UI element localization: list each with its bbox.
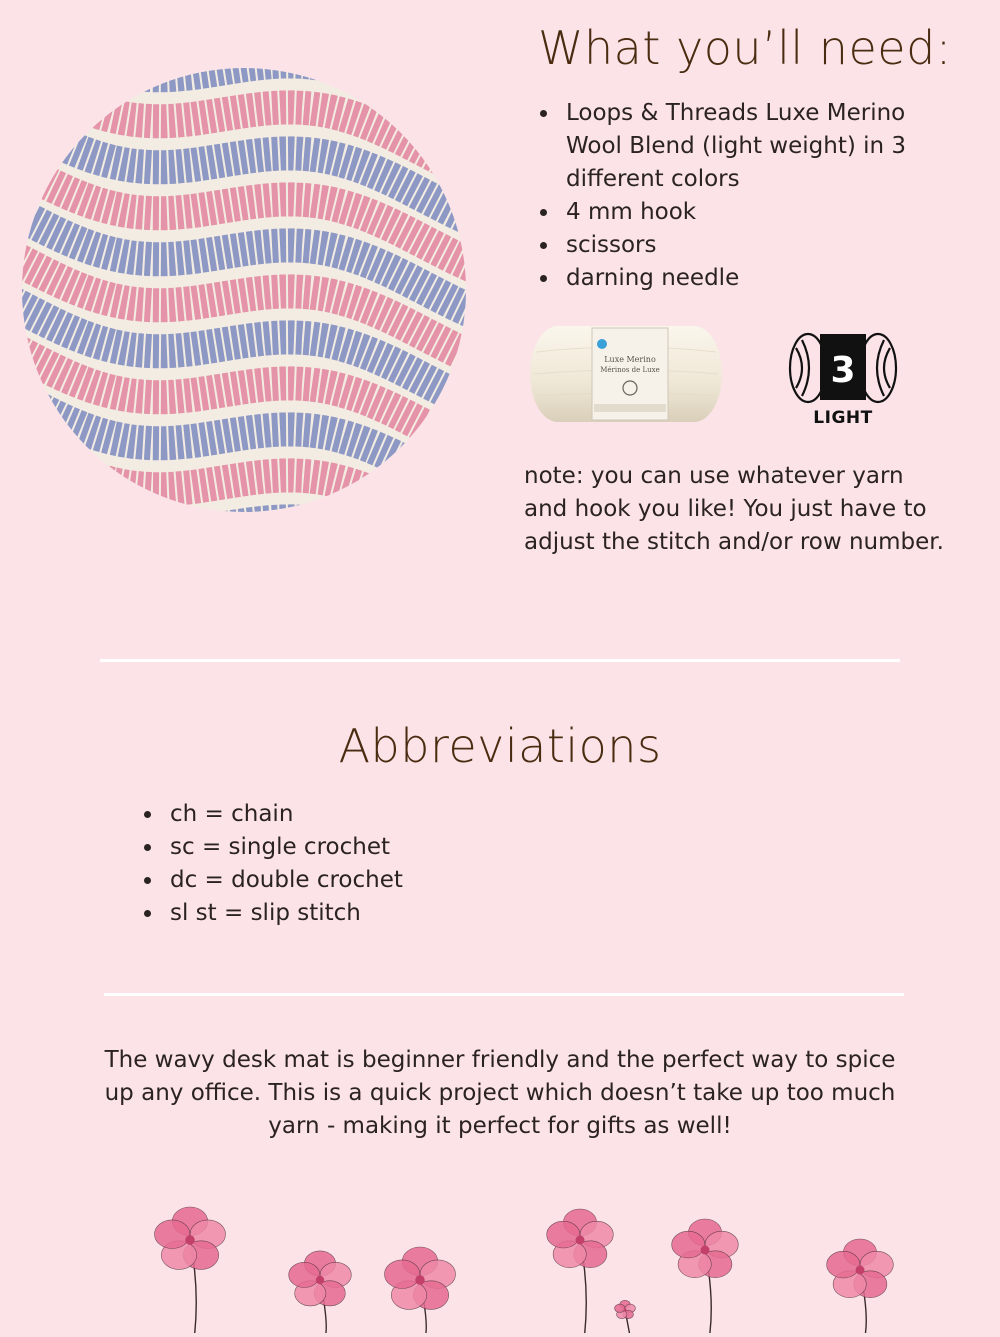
flowers-illustration	[100, 1200, 920, 1333]
intro-paragraph: The wavy desk mat is beginner friendly and the perfect way to spice up any office. This is a quick project which doesn’t take up too much yarn - making it perfect for gifts as well!	[104, 1047, 896, 1139]
supply-item-needle: darning needle	[536, 262, 936, 295]
divider	[104, 993, 904, 996]
what-you-need-heading: What you’ll need:	[538, 21, 952, 75]
abbreviation-sc: sc = single crochet	[140, 831, 640, 864]
yarn-note: note: you can use whatever yarn and hook you like! You just have to adjust the stitch and/or row number.	[524, 463, 944, 555]
yarn-label-line2: Mérinos de Luxe	[600, 366, 660, 374]
divider	[100, 659, 900, 662]
flower	[827, 1239, 894, 1333]
weight-number: 3	[830, 350, 856, 391]
abbreviation-dc: dc = double crochet	[140, 864, 640, 897]
crochet-swatch-image	[22, 68, 466, 512]
flower	[155, 1207, 226, 1333]
abbreviation-ch: ch = chain	[140, 798, 640, 831]
weight-label: LIGHT	[813, 408, 873, 428]
supply-item-hook: 4 mm hook	[536, 196, 936, 229]
yarn-skein-image	[528, 322, 724, 426]
abbreviations-heading: Abbreviations	[338, 719, 662, 773]
flower	[672, 1219, 739, 1333]
yarn-label-line1: Luxe Merino	[604, 355, 656, 364]
supplies-list	[536, 97, 936, 295]
supply-item-yarn: Loops & Threads Luxe Merino Wool Blend (light weight) in 3 different colors	[536, 97, 936, 196]
flower	[615, 1300, 636, 1333]
abbreviations-list	[140, 798, 640, 930]
flower	[289, 1251, 352, 1333]
abbreviation-sl-st: sl st = slip stitch	[140, 897, 640, 930]
supply-item-scissors: scissors	[536, 229, 936, 262]
flower	[547, 1209, 614, 1333]
flower	[385, 1247, 456, 1333]
